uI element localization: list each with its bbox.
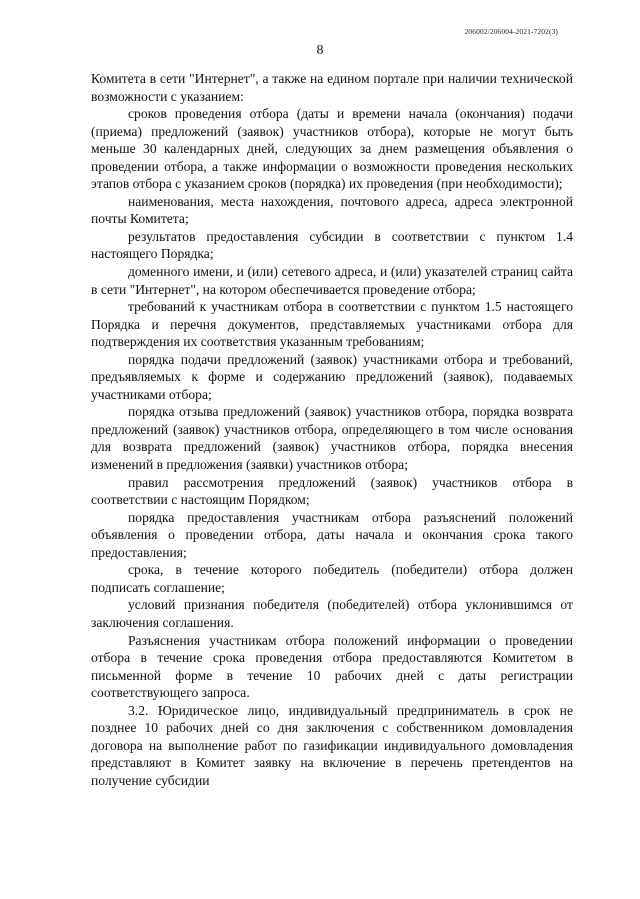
paragraph: доменного имени, и (или) сетевого адреса, и (или) указателей страниц сайта в сети "Интернет", на котором обеспечивается проведение отбора;: [91, 264, 573, 297]
paragraph: результатов предоставления субсидии в соответствии с пунктом 1.4 настоящего Порядка;: [91, 228, 573, 262]
document-body: [91, 70, 573, 789]
paragraph: требований к участникам отбора в соответствии с пунктом 1.5 настоящего Порядка и перечня документов, представляемых участниками отбора для подтверждения их соответствия указанным требованиям;: [91, 299, 573, 350]
paragraph: условий признания победителя (победителей) отбора уклонившимся от заключения соглашения.: [91, 597, 573, 630]
paragraph: правил рассмотрения предложений (заявок) участников отбора в соответствии с настоящим Порядком;: [91, 474, 573, 508]
paragraph: 3.2. Юридическое лицо, индивидуальный предприниматель в срок не позднее 10 рабочих дней со дня заключения с собственником домовладения договора на выполнение работ по газификации индивидуального домовладения представляют в Комитет заявку на включение в перечень претендентов на получение субсидии: [91, 702, 573, 788]
paragraph: сроков проведения отбора (даты и времени начала (окончания) подачи (приема) предложений (заявок) участников отбора), которые не могут быть меньше 30 календарных дней, следующих за днем размещения объявления о проведении отбора, а также информации о возможности проведения нескольких этапов отбора с указанием сроков (порядка) их проведения (при необходимости);: [91, 106, 573, 192]
paragraph: наименования, места нахождения, почтового адреса, адреса электронной почты Комитета;: [91, 193, 573, 227]
paragraph: срока, в течение которого победитель (победители) отбора должен подписать соглашение;: [91, 562, 573, 595]
paragraph: Комитета в сети "Интернет", а также на едином портале при наличии технической возможности с указанием:: [91, 71, 573, 104]
page-number: 8: [316, 43, 324, 58]
paragraph: Разъяснения участникам отбора положений информации о проведении отбора в течение срока проведения отбора предоставляются Комитетом в письменной форме в течение 10 рабочих дней с даты регистрации соответствующего запроса.: [91, 632, 573, 701]
paragraph: порядка подачи предложений (заявок) участниками отбора и требований, предъявляемых к форме и содержанию предложений (заявок), подаваемых участниками отбора;: [91, 351, 573, 402]
paragraph: порядка отзыва предложений (заявок) участников отбора, порядка возврата предложений (заявок) участников отбора, определяющего в том числе основания для возврата предложений (заявок) участников отбора, порядка внесения изменений в предложения (заявки) участников отбора;: [91, 404, 573, 473]
document-id: 206002/206004-2021-7202(3): [464, 27, 558, 36]
paragraph: порядка предоставления участникам отбора разъяснений положений объявления о проведении отбора, даты начала и окончания срока такого предоставления;: [91, 509, 573, 560]
